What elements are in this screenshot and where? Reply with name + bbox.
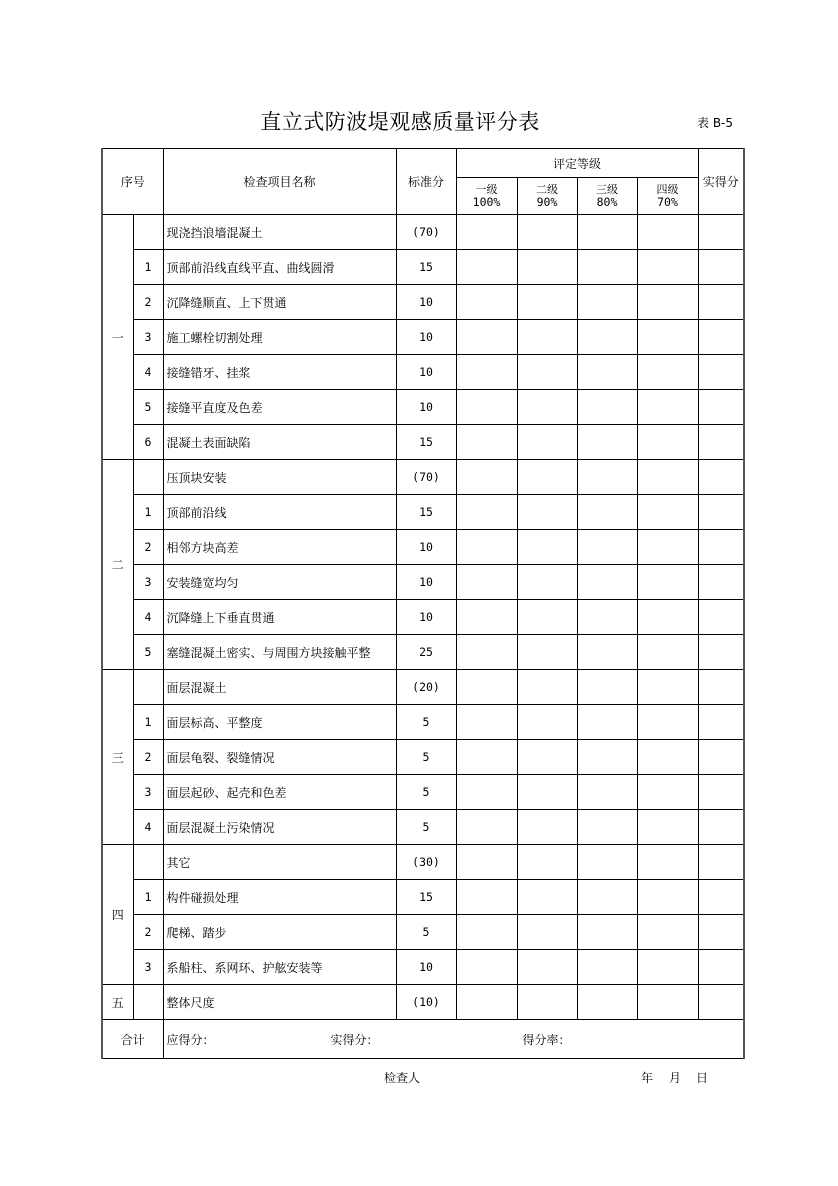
actual-score-cell[interactable] xyxy=(698,950,744,985)
grade-cell-1[interactable] xyxy=(456,985,517,1020)
grade-cell-2[interactable] xyxy=(517,985,577,1020)
item-row xyxy=(102,495,744,530)
actual-score-cell[interactable] xyxy=(698,320,744,355)
group-score: (20) xyxy=(396,670,456,705)
grade-cell-3[interactable] xyxy=(577,950,637,985)
item-no: 2 xyxy=(133,740,163,775)
item-no: 4 xyxy=(133,600,163,635)
item-name: 系船柱、系网环、护舷安装等 xyxy=(163,950,396,985)
grade-cell-3[interactable] xyxy=(577,635,637,670)
scoring-table xyxy=(101,148,745,1059)
actual-score-cell[interactable] xyxy=(698,250,744,285)
grade-name: 四级 xyxy=(656,183,679,196)
actual-score-cell[interactable] xyxy=(698,355,744,390)
grade-cell-3[interactable] xyxy=(577,285,637,320)
grade-cell-1[interactable] xyxy=(456,950,517,985)
item-score: 10 xyxy=(396,355,456,390)
item-score: 10 xyxy=(396,600,456,635)
grade-cell-1[interactable] xyxy=(456,565,517,600)
actual-score-cell[interactable] xyxy=(698,600,744,635)
grade-cell-4[interactable] xyxy=(637,740,698,775)
group-score: (70) xyxy=(396,460,456,495)
item-row xyxy=(102,635,744,670)
grade-name: 二级 xyxy=(536,183,558,196)
item-no: 1 xyxy=(133,880,163,915)
grade-cell-2[interactable] xyxy=(517,425,577,460)
grade-cell-4[interactable] xyxy=(637,915,698,950)
item-no-cell xyxy=(133,460,163,495)
grade-cell-2[interactable] xyxy=(517,670,577,705)
grade-pct: 90% xyxy=(536,195,558,209)
grade-cell-2[interactable] xyxy=(517,250,577,285)
grade-cell-3[interactable] xyxy=(577,670,637,705)
item-no: 5 xyxy=(133,390,163,425)
item-score: 5 xyxy=(396,740,456,775)
item-no: 5 xyxy=(133,635,163,670)
actual-score-cell[interactable] xyxy=(698,845,744,880)
group-score: (30) xyxy=(396,845,456,880)
grade-cell-2[interactable] xyxy=(517,775,577,810)
grade-cell-4[interactable] xyxy=(637,705,698,740)
item-no-cell xyxy=(133,845,163,880)
grade-cell-4[interactable] xyxy=(637,355,698,390)
item-no: 1 xyxy=(133,495,163,530)
item-no: 4 xyxy=(133,355,163,390)
item-row xyxy=(102,425,744,460)
grade-cell-3[interactable] xyxy=(577,845,637,880)
actual-score-cell[interactable] xyxy=(698,670,744,705)
item-name: 顶部前沿线直线平直、曲线圆滑 xyxy=(163,250,396,285)
grade-cell-4[interactable] xyxy=(637,985,698,1020)
grade-cell-4[interactable] xyxy=(637,495,698,530)
group-label: 四 xyxy=(102,845,133,985)
group-title: 面层混凝土 xyxy=(163,670,396,705)
grade-cell-4[interactable] xyxy=(637,670,698,705)
grade-cell-1[interactable] xyxy=(456,250,517,285)
item-no: 1 xyxy=(133,705,163,740)
grade-cell-2[interactable] xyxy=(517,600,577,635)
grade-cell-3[interactable] xyxy=(577,985,637,1020)
grade-cell-4[interactable] xyxy=(637,845,698,880)
item-no-cell xyxy=(133,985,163,1020)
grade-cell-1[interactable] xyxy=(456,915,517,950)
actual-score-cell[interactable] xyxy=(698,425,744,460)
header-grade-group: 评定等级 xyxy=(456,149,698,178)
item-score: 10 xyxy=(396,390,456,425)
grade-cell-3[interactable] xyxy=(577,495,637,530)
item-name: 构件碰损处理 xyxy=(163,880,396,915)
grade-pct: 70% xyxy=(657,195,678,209)
grade-cell-1[interactable] xyxy=(456,845,517,880)
grade-cell-2[interactable] xyxy=(517,565,577,600)
group-title: 压顶块安装 xyxy=(163,460,396,495)
table-number: 表 B-5 xyxy=(697,116,734,130)
actual-score-cell[interactable] xyxy=(698,460,744,495)
grade-cell-1[interactable] xyxy=(456,740,517,775)
group-label: 二 xyxy=(102,460,133,670)
item-score: 5 xyxy=(396,915,456,950)
actual-score-cell[interactable] xyxy=(698,880,744,915)
item-name: 沉降缝顺直、上下贯通 xyxy=(163,285,396,320)
actual-score-cell[interactable] xyxy=(698,810,744,845)
item-name: 安装缝宽均匀 xyxy=(163,565,396,600)
header-grade-4 xyxy=(637,178,698,215)
item-no: 4 xyxy=(133,810,163,845)
should-score-label: 应得分： xyxy=(166,1033,215,1047)
grade-cell-2[interactable] xyxy=(517,705,577,740)
grade-cell-4[interactable] xyxy=(637,635,698,670)
grade-cell-3[interactable] xyxy=(577,215,637,250)
page-title: 直立式防波堤观感质量评分表 xyxy=(260,110,540,134)
item-no: 3 xyxy=(133,320,163,355)
item-no: 6 xyxy=(133,425,163,460)
grade-cell-4[interactable] xyxy=(637,285,698,320)
grade-cell-1[interactable] xyxy=(456,460,517,495)
actual-score-cell[interactable] xyxy=(698,285,744,320)
item-name: 施工螺栓切割处理 xyxy=(163,320,396,355)
grade-cell-1[interactable] xyxy=(456,670,517,705)
grade-cell-3[interactable] xyxy=(577,705,637,740)
item-name: 沉降缝上下垂直贯通 xyxy=(163,600,396,635)
header-item-name: 检查项目名称 xyxy=(163,149,396,215)
item-name: 面层标高、平整度 xyxy=(163,705,396,740)
total-summary xyxy=(163,1020,744,1059)
grade-cell-3[interactable] xyxy=(577,425,637,460)
grade-cell-3[interactable] xyxy=(577,600,637,635)
group-row xyxy=(102,460,744,495)
grade-cell-2[interactable] xyxy=(517,880,577,915)
item-score: 10 xyxy=(396,530,456,565)
grade-cell-3[interactable] xyxy=(577,250,637,285)
item-row xyxy=(102,600,744,635)
day-label: 日 xyxy=(696,1071,709,1085)
grade-cell-3[interactable] xyxy=(577,390,637,425)
grade-cell-4[interactable] xyxy=(637,810,698,845)
grade-cell-4[interactable] xyxy=(637,565,698,600)
grade-cell-1[interactable] xyxy=(456,635,517,670)
grade-cell-2[interactable] xyxy=(517,495,577,530)
grade-pct: 80% xyxy=(596,195,618,209)
grade-cell-1[interactable] xyxy=(456,355,517,390)
item-row xyxy=(102,530,744,565)
item-no: 1 xyxy=(133,250,163,285)
item-score: 10 xyxy=(396,285,456,320)
grade-cell-1[interactable] xyxy=(456,390,517,425)
grade-cell-2[interactable] xyxy=(517,740,577,775)
month-label: 月 xyxy=(669,1071,682,1085)
actual-score-cell[interactable] xyxy=(698,705,744,740)
group-label: 三 xyxy=(102,670,133,845)
grade-cell-2[interactable] xyxy=(517,320,577,355)
header-grade-1 xyxy=(456,178,517,215)
grade-name: 三级 xyxy=(596,183,618,196)
grade-cell-1[interactable] xyxy=(456,530,517,565)
item-row xyxy=(102,355,744,390)
item-score: 10 xyxy=(396,320,456,355)
total-row xyxy=(102,1020,744,1059)
actual-score-cell[interactable] xyxy=(698,775,744,810)
item-no: 2 xyxy=(133,285,163,320)
item-name: 面层起砂、起壳和色差 xyxy=(163,775,396,810)
group-label: 一 xyxy=(102,215,133,460)
grade-cell-2[interactable] xyxy=(517,460,577,495)
grade-cell-1[interactable] xyxy=(456,775,517,810)
item-no-cell xyxy=(133,670,163,705)
item-score: 10 xyxy=(396,950,456,985)
actual-score-cell[interactable] xyxy=(698,915,744,950)
item-score: 5 xyxy=(396,775,456,810)
item-row xyxy=(102,810,744,845)
item-row xyxy=(102,880,744,915)
grade-cell-4[interactable] xyxy=(637,460,698,495)
item-score: 15 xyxy=(396,250,456,285)
grade-cell-2[interactable] xyxy=(517,635,577,670)
item-score: 10 xyxy=(396,565,456,600)
item-row xyxy=(102,950,744,985)
grade-cell-4[interactable] xyxy=(637,880,698,915)
grade-cell-2[interactable] xyxy=(517,355,577,390)
item-row xyxy=(102,390,744,425)
grade-cell-1[interactable] xyxy=(456,320,517,355)
group-row xyxy=(102,845,744,880)
item-no: 3 xyxy=(133,775,163,810)
group-title: 现浇挡浪墙混凝土 xyxy=(163,215,396,250)
item-score: 15 xyxy=(396,880,456,915)
actual-score-cell[interactable] xyxy=(698,390,744,425)
item-row xyxy=(102,915,744,950)
grade-cell-1[interactable] xyxy=(456,880,517,915)
actual-score-cell[interactable] xyxy=(698,565,744,600)
grade-cell-2[interactable] xyxy=(517,530,577,565)
group-row xyxy=(102,215,744,250)
item-no: 2 xyxy=(133,530,163,565)
year-label: 年 xyxy=(641,1071,654,1085)
item-row xyxy=(102,565,744,600)
grade-cell-1[interactable] xyxy=(456,495,517,530)
grade-pct: 100% xyxy=(472,195,501,209)
grade-cell-4[interactable] xyxy=(637,250,698,285)
grade-cell-4[interactable] xyxy=(637,425,698,460)
grade-cell-3[interactable] xyxy=(577,880,637,915)
grade-cell-4[interactable] xyxy=(637,600,698,635)
actual-score-cell[interactable] xyxy=(698,530,744,565)
grade-cell-4[interactable] xyxy=(637,530,698,565)
grade-cell-2[interactable] xyxy=(517,215,577,250)
grade-cell-4[interactable] xyxy=(637,775,698,810)
grade-cell-1[interactable] xyxy=(456,600,517,635)
grade-cell-1[interactable] xyxy=(456,425,517,460)
group-row xyxy=(102,985,744,1020)
grade-cell-3[interactable] xyxy=(577,775,637,810)
grade-cell-2[interactable] xyxy=(517,810,577,845)
grade-cell-3[interactable] xyxy=(577,565,637,600)
grade-cell-2[interactable] xyxy=(517,915,577,950)
item-name: 塞缝混凝土密实、与周围方块接触平整 xyxy=(163,635,396,670)
item-row xyxy=(102,285,744,320)
group-title: 其它 xyxy=(163,845,396,880)
item-row xyxy=(102,250,744,285)
item-row xyxy=(102,775,744,810)
grade-cell-3[interactable] xyxy=(577,740,637,775)
actual-score-cell[interactable] xyxy=(698,215,744,250)
item-name: 混凝土表面缺陷 xyxy=(163,425,396,460)
item-score: 15 xyxy=(396,495,456,530)
score-rate-label: 得分率： xyxy=(522,1033,571,1047)
item-no: 3 xyxy=(133,565,163,600)
item-no: 3 xyxy=(133,950,163,985)
group-label: 五 xyxy=(102,985,133,1020)
item-score: 15 xyxy=(396,425,456,460)
item-name: 接缝错牙、挂浆 xyxy=(163,355,396,390)
item-row xyxy=(102,320,744,355)
total-label: 合计 xyxy=(102,1020,163,1059)
item-score: 25 xyxy=(396,635,456,670)
grade-cell-3[interactable] xyxy=(577,355,637,390)
grade-cell-3[interactable] xyxy=(577,460,637,495)
item-name: 顶部前沿线 xyxy=(163,495,396,530)
grade-cell-4[interactable] xyxy=(637,950,698,985)
grade-cell-1[interactable] xyxy=(456,285,517,320)
header-grade-3 xyxy=(577,178,637,215)
item-no: 2 xyxy=(133,915,163,950)
item-no-cell xyxy=(133,215,163,250)
actual-score-cell[interactable] xyxy=(698,740,744,775)
grade-name: 一级 xyxy=(475,183,498,196)
grade-cell-3[interactable] xyxy=(577,530,637,565)
actual-score-cell[interactable] xyxy=(698,985,744,1020)
group-title: 整体尺度 xyxy=(163,985,396,1020)
header-standard-score: 标准分 xyxy=(396,149,456,215)
header-row-1 xyxy=(102,149,744,178)
group-score: (70) xyxy=(396,215,456,250)
grade-cell-1[interactable] xyxy=(456,705,517,740)
group-row xyxy=(102,670,744,705)
grade-cell-3[interactable] xyxy=(577,320,637,355)
header-actual-score: 实得分 xyxy=(698,149,744,215)
inspector-label: 检查人 xyxy=(384,1071,421,1085)
grade-cell-2[interactable] xyxy=(517,390,577,425)
item-name: 接缝平直度及色差 xyxy=(163,390,396,425)
actual-score-cell[interactable] xyxy=(698,635,744,670)
grade-cell-3[interactable] xyxy=(577,915,637,950)
actual-score-cell[interactable] xyxy=(698,495,744,530)
item-row xyxy=(102,740,744,775)
grade-cell-1[interactable] xyxy=(456,810,517,845)
grade-cell-2[interactable] xyxy=(517,285,577,320)
item-score: 5 xyxy=(396,705,456,740)
item-name: 面层混凝土污染情况 xyxy=(163,810,396,845)
grade-cell-2[interactable] xyxy=(517,845,577,880)
item-name: 相邻方块高差 xyxy=(163,530,396,565)
grade-cell-2[interactable] xyxy=(517,950,577,985)
header-seq: 序号 xyxy=(102,149,163,215)
header-grade-2 xyxy=(517,178,577,215)
item-name: 爬梯、踏步 xyxy=(163,915,396,950)
grade-cell-4[interactable] xyxy=(637,320,698,355)
grade-cell-1[interactable] xyxy=(456,215,517,250)
group-score: (10) xyxy=(396,985,456,1020)
item-score: 5 xyxy=(396,810,456,845)
grade-cell-4[interactable] xyxy=(637,215,698,250)
item-name: 面层龟裂、裂缝情况 xyxy=(163,740,396,775)
grade-cell-4[interactable] xyxy=(637,390,698,425)
item-row xyxy=(102,705,744,740)
actual-score-label: 实得分： xyxy=(330,1033,379,1047)
grade-cell-3[interactable] xyxy=(577,810,637,845)
